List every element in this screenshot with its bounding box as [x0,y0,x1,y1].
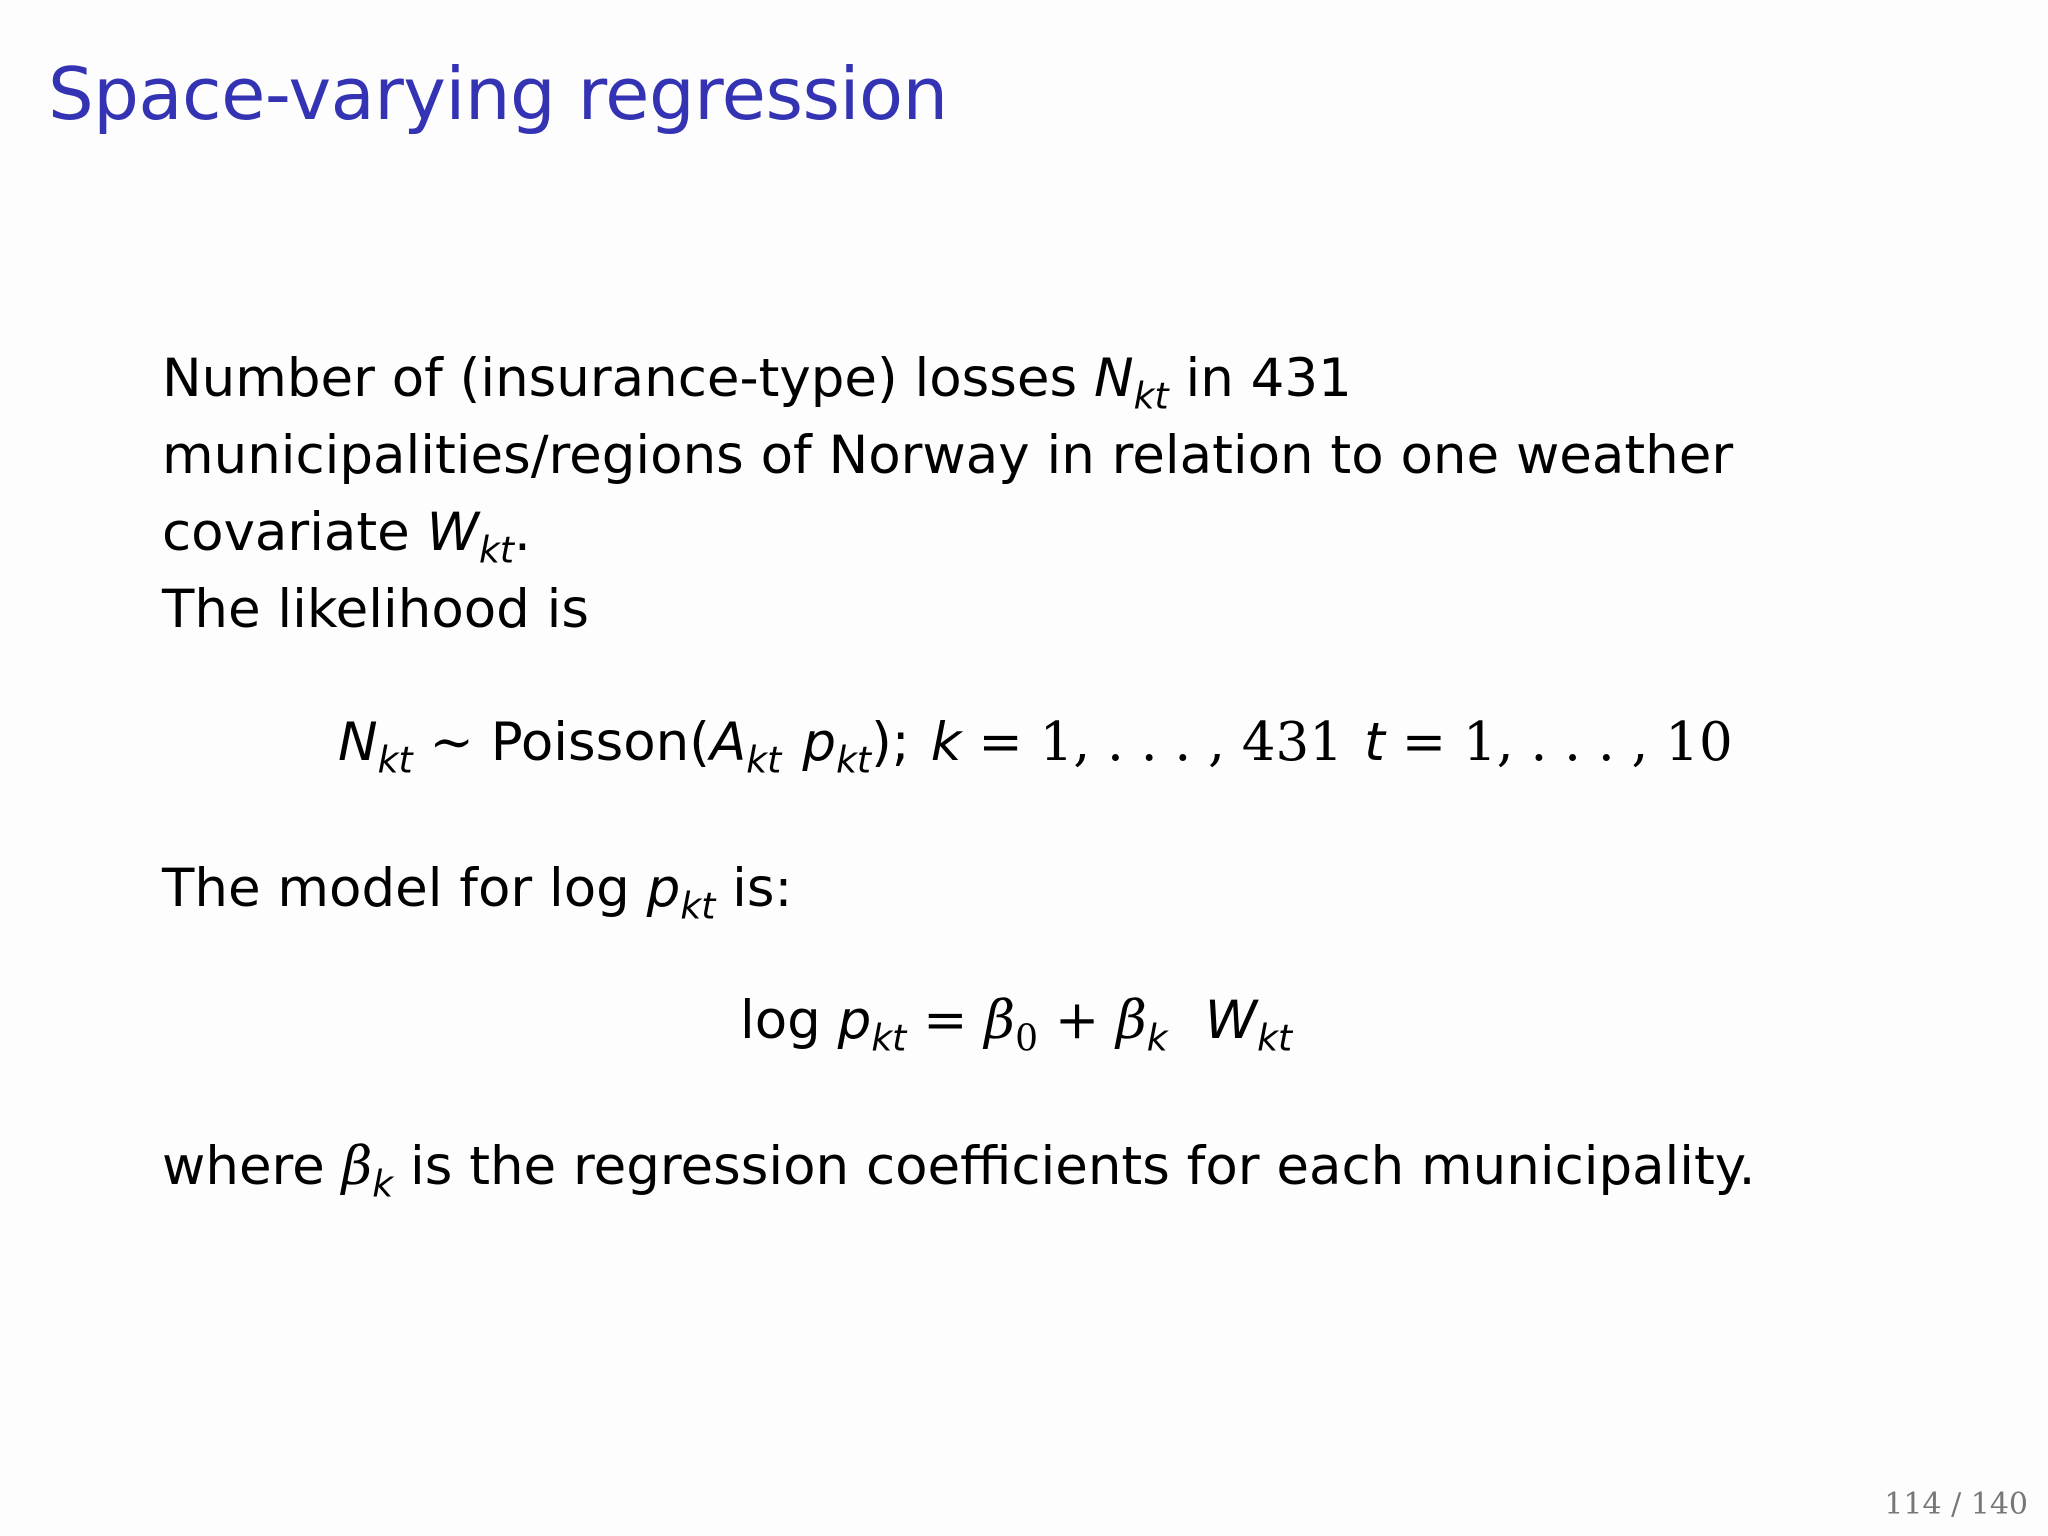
eq-close: ); [871,712,910,773]
eq-W: $W_{kt}$ [1204,990,1293,1060]
eq-k-range: = 1, . . . , 431 [961,712,1343,773]
text-run: Number of (insurance-type) losses [162,348,1094,409]
eq-t-range: = 1, . . . , 10 [1384,712,1733,773]
eq-p: $p_{kt}$ [802,712,872,782]
likelihood-equation [338,712,1733,782]
text-run: The model for log [162,858,647,919]
text-run: is: [715,858,793,919]
intro-line-2: municipalities/regions of Norway in relation to one weather [162,425,1734,486]
eq-log: log [740,990,838,1051]
eq-plus: + [1038,990,1117,1051]
intro-line-4: The likelihood is [162,579,590,640]
eq-N: $N_{kt}$ [338,712,413,782]
symbol-beta-k: $\beta_k$ [341,1136,394,1206]
eq-poisson: Poisson( [490,712,710,773]
model-equation [740,990,1293,1060]
eq-betak: $\beta_k$ [1116,990,1168,1060]
intro-paragraph [162,340,1733,648]
eq-A: $A_{kt}$ [709,712,782,782]
text-run: where [162,1136,342,1197]
intro-line-1 [162,340,1733,417]
eq-p: $p_{kt}$ [837,990,907,1060]
intro-line-3 [162,494,1733,571]
eq-t: t [1364,712,1385,773]
eq-beta0: $\beta_0$ [984,990,1038,1060]
symbol-p: $p_{kt}$ [646,858,716,928]
eq-tilde: ∼ [429,712,474,773]
eq-k: k [930,712,962,773]
text-run: covariate [162,502,427,563]
model-intro [162,850,792,927]
text-run: is the regression coefficients for each municipality. [393,1136,1756,1197]
eq-equals: = [906,990,985,1051]
text-run: . [514,502,531,563]
symbol-W: $W_{kt}$ [426,502,515,572]
conclusion-paragraph [162,1128,1755,1205]
symbol-N: $N_{kt}$ [1093,348,1169,418]
slide-title: Space-varying regression [48,52,948,136]
text-run: in 431 [1168,348,1352,409]
page-number: 114 / 140 [1884,1487,2028,1522]
